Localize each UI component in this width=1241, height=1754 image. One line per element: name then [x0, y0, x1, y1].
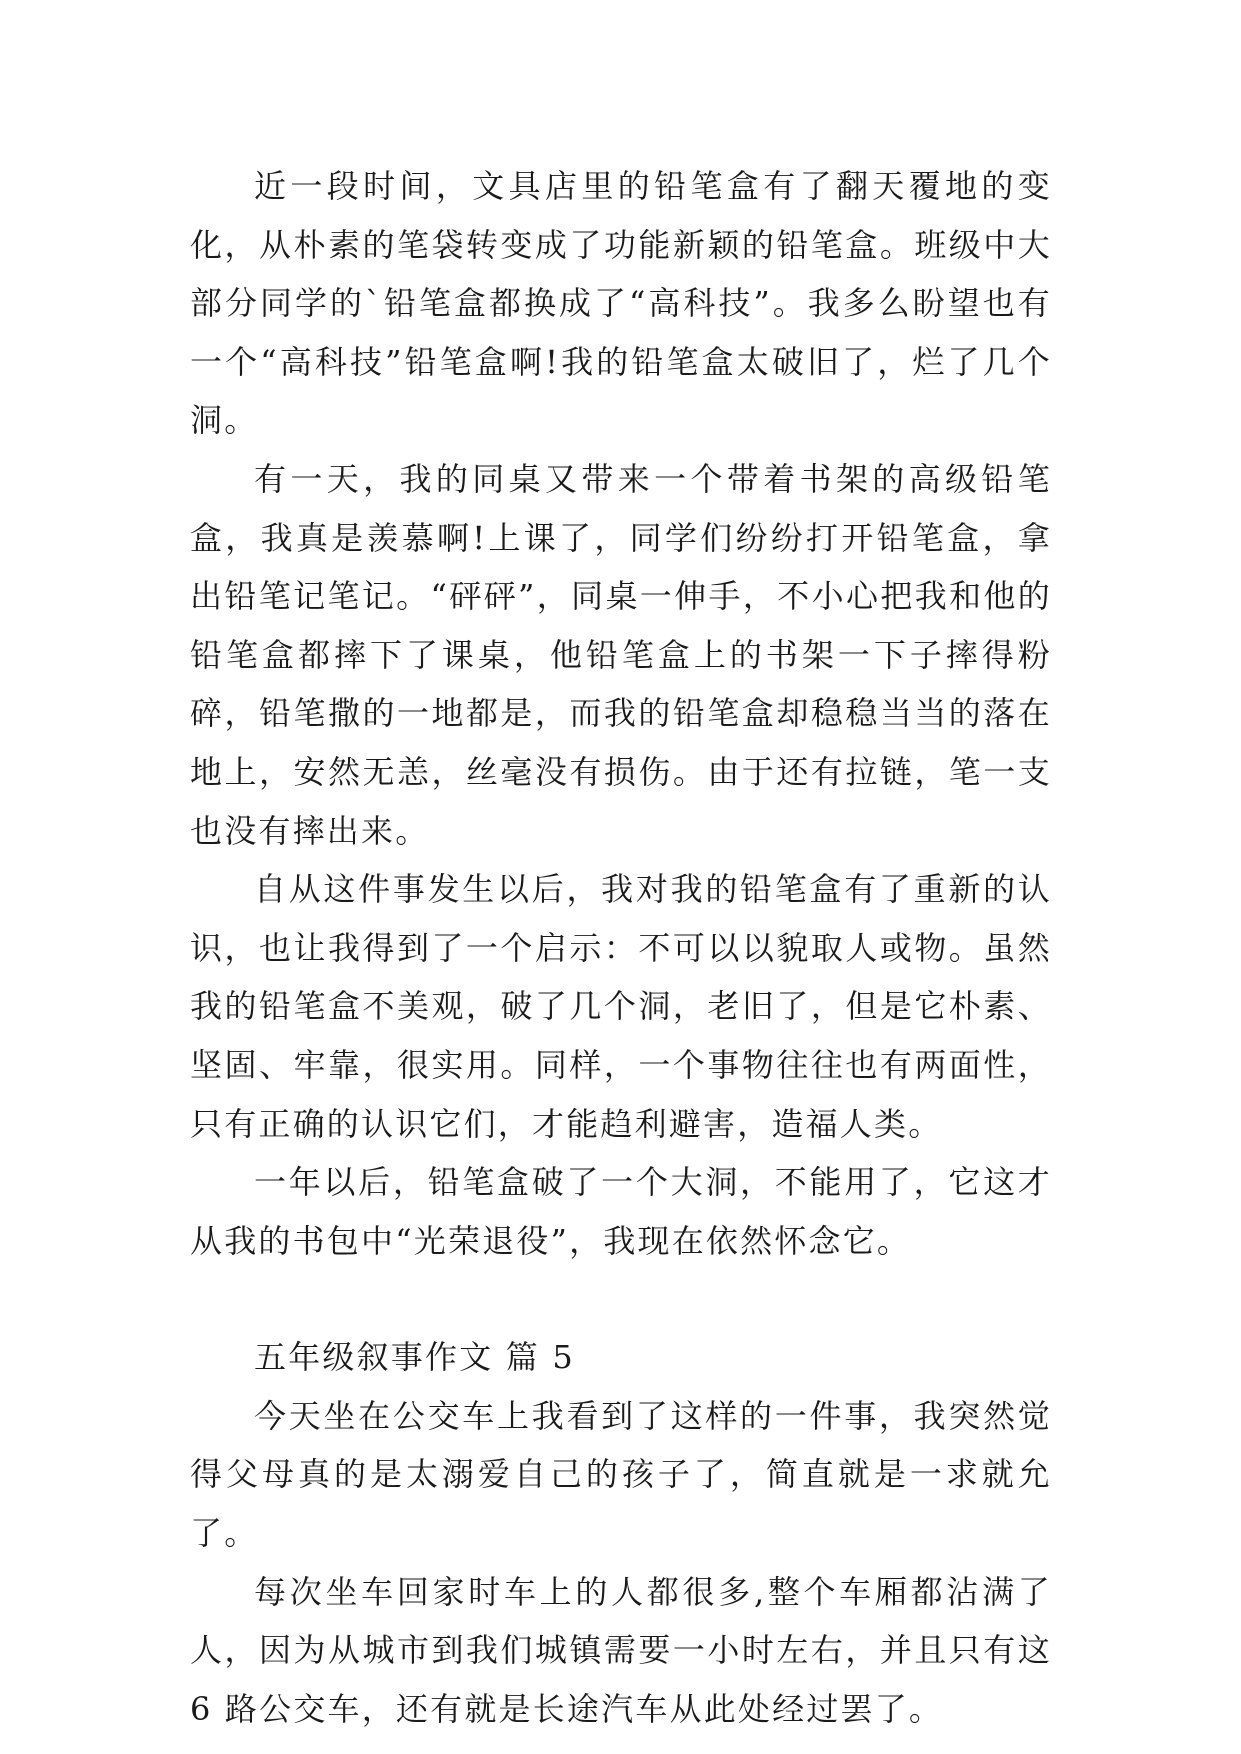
- paragraph: 今天坐在公交车上我看到了这样的一件事，我突然觉得父母真的是太溺爱自己的孩子了，简直就是一求就允了。: [190, 1396, 1052, 1553]
- paragraph: 有一天，我的同桌又带来一个带着书架的高级铅笔盒，我真是羡慕啊!上课了，同学们纷纷打开铅笔盒，拿出铅笔记笔记。“砰砰”，同桌一伸手，不小心把我和他的铅笔盒都摔下了课桌，他铅笔盒上的书架一下子摔得粉碎，铅笔撒的一地都是，而我的铅笔盒却稳稳当当的落在地上，安然无恙，丝毫没有损伤。由于还有拉链，笔一支也没有摔出来。: [190, 459, 1052, 850]
- paragraph: 近一段时间，文具店里的铅笔盒有了翻天覆地的变化，从朴素的笔袋转变成了功能新颖的铅笔盒。班级中大部分同学的`铅笔盒都换成了“高科技”。我多么盼望也有一个“高科技”铅笔盒啊!我的铅笔盒太破旧了，烂了几个洞。: [190, 167, 1052, 440]
- section-heading: 五年级叙事作文 篇 5: [254, 1338, 575, 1377]
- section-spacer: [190, 1270, 1052, 1328]
- paragraph: 每次坐车回家时车上的人都很多,整个车厢都沾满了人，因为从城市到我们城镇需要一小时左右，并且只有这 6 路公交车，还有就是长途汽车从此处经过罢了。: [190, 1572, 1052, 1728]
- document-body: [190, 157, 1052, 1738]
- paragraph: 一年以后，铅笔盒破了一个大洞，不能用了，它这才从我的书包中“光荣退役”，我现在依然怀念它。: [190, 1163, 1052, 1260]
- paragraph: 自从这件事发生以后，我对我的铅笔盒有了重新的认识，也让我得到了一个启示：不可以以貌取人或物。虽然我的铅笔盒不美观，破了几个洞，老旧了，但是它朴素、坚固、牢靠，很实用。同样，一个事物往往也有两面性，只有正确的认识它们，才能趋利避害，造福人类。: [190, 870, 1052, 1143]
